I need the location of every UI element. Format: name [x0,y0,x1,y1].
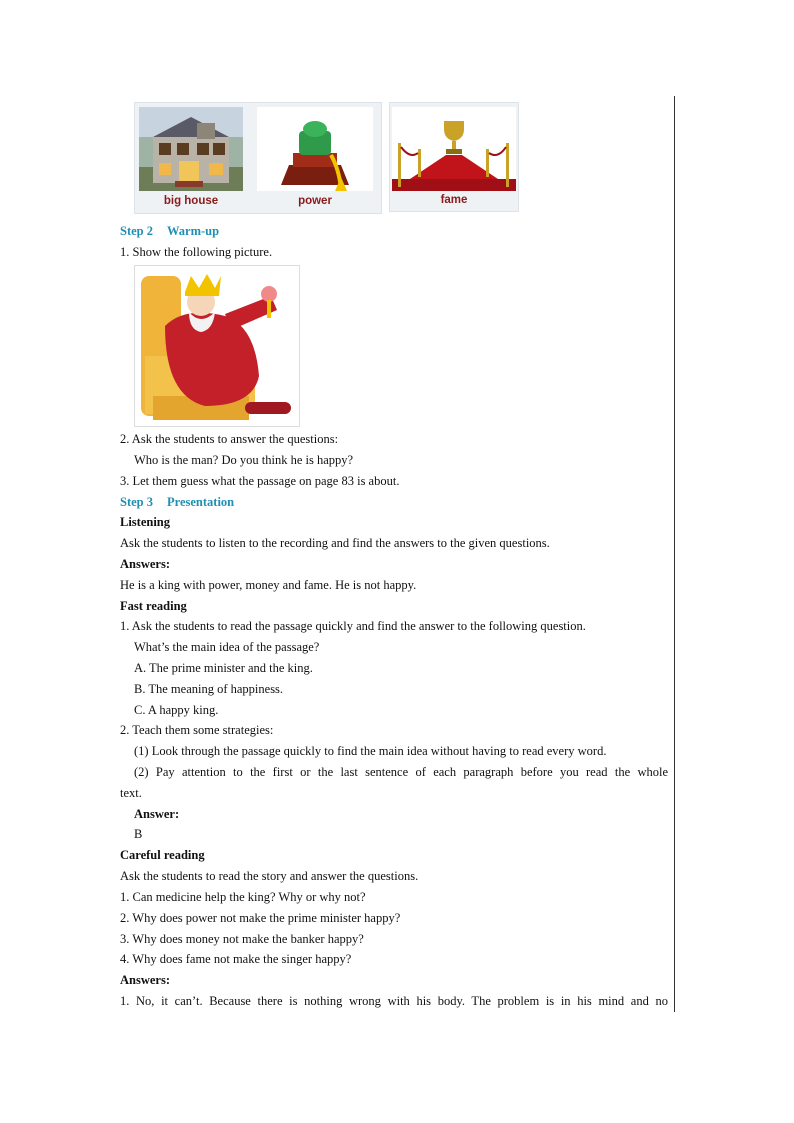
house-caption: big house [163,195,219,207]
step2-title: Warm-up [167,224,220,238]
careful-answer-1: 1. No, it can’t. Because there is nothing wrong with his body. The problem is in his mind and no [120,994,668,1008]
strategy-2: (2) Pay attention to the first or the last sentence of each paragraph before you read the whole [134,765,668,779]
careful-reading-heading: Careful reading [120,848,205,862]
king-picture [134,265,300,427]
fame-picture-box [389,102,519,212]
step3-label: Step 3 [120,495,153,509]
careful-reading-instruction: Ask the students to read the story and answer the questions. [120,869,419,883]
fast-reading-heading: Fast reading [120,599,187,613]
fast-reading-line-2: 2. Teach them some strategies: [120,723,274,737]
listening-answers-label: Answers: [120,557,170,571]
warmup-line-2: 2. Ask the students to answer the questions: [120,432,339,446]
careful-question-3: 3. Why does money not make the banker happy? [120,932,364,946]
strategy-1: (1) Look through the passage quickly to find the main idea without having to read every word. [134,744,607,758]
fast-reading-question: What’s the main idea of the passage? [134,640,320,654]
power-picture [257,107,373,191]
fame-caption: fame [440,194,468,206]
fast-reading-answer: B [134,827,143,841]
fast-reading-option-a: A. The prime minister and the king. [134,661,313,675]
fame-picture [392,107,516,191]
fast-reading-option-b: B. The meaning of happiness. [134,682,284,696]
listening-heading: Listening [120,515,171,529]
fast-reading-line-1: 1. Ask the students to read the passage quickly and find the answer to the following question. [120,619,586,633]
listening-instruction: Ask the students to listen to the recording and find the answers to the given questions. [120,536,550,550]
careful-question-4: 4. Why does fame not make the singer happy? [120,952,352,966]
warmup-line-1: 1. Show the following picture. [120,245,273,259]
fast-reading-option-c: C. A happy king. [134,703,219,717]
house-power-picture-box [134,102,382,214]
careful-question-1: 1. Can medicine help the king? Why or why not? [120,890,366,904]
power-caption: power [298,195,332,207]
step3-title: Presentation [167,495,235,509]
step3-heading [120,494,234,510]
warmup-line-4: 3. Let them guess what the passage on page 83 is about. [120,474,400,488]
margin-rule [674,96,675,1012]
fast-reading-answer-label: Answer: [134,807,180,821]
house-picture [139,107,243,191]
listening-answer: He is a king with power, money and fame. He is not happy. [120,578,417,592]
strategy-2-end: text. [120,786,142,800]
warmup-line-3: Who is the man? Do you think he is happy? [134,453,354,467]
careful-question-2: 2. Why does power not make the prime minister happy? [120,911,401,925]
careful-answers-label: Answers: [120,973,170,987]
step2-label: Step 2 [120,224,153,238]
step2-heading [120,223,219,239]
